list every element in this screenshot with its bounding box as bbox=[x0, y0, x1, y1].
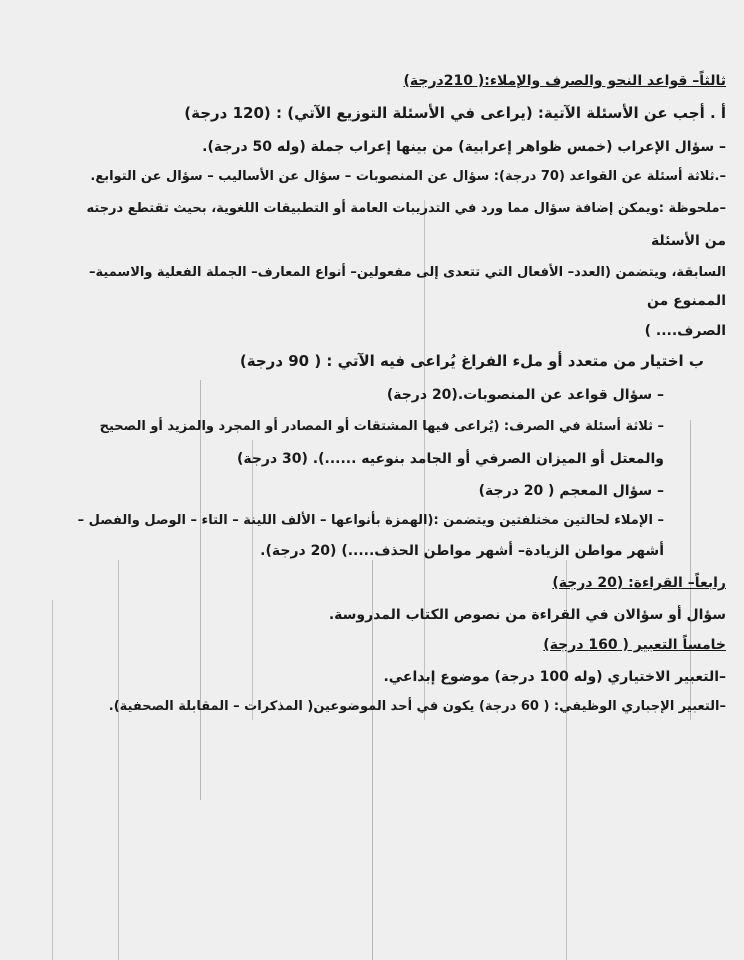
note-line-continued: من الأسئلة bbox=[650, 233, 726, 249]
item-lexicon: – سؤال المعجم ( 20 درجة) bbox=[478, 483, 664, 499]
note-topics-end: الصرف.... ) bbox=[644, 323, 726, 339]
item-reading: سؤال أو سؤالان في القراءة من نصوص الكتاب المدروسة. bbox=[328, 607, 726, 623]
note-topics-continued: الممنوع من bbox=[646, 293, 726, 309]
item-spelling: – الإملاء لحالتين مختلفتين ويتضمن :(الهمزة بأنواعها – الألف اللينة – التاء – الوصل والفصل – bbox=[77, 513, 664, 528]
section-heading-writing: خامساً التعبير ( 160 درجة) bbox=[543, 637, 726, 653]
subsection-b-heading: ب اختيار من متعدد أو ملء الفراغ يُراعى فيه الآتي : ( 90 درجة) bbox=[239, 352, 704, 370]
item-functional-writing: –التعبير الإجباري الوظيفي: ( 60 درجة) يكون في أحد الموضوعين( المذكرات – المقابلة الصحفية). bbox=[108, 699, 726, 714]
subsection-a-heading: أ . أجب عن الأسئلة الآتية: (يراعى في الأسئلة التوزيع الآتي) : (120 درجة) bbox=[184, 104, 726, 122]
item-morphology: – ثلاثة أسئلة في الصرف: (يُراعى فيها المشتقات أو المصادر أو المجرد والمزيد أو الصحيح bbox=[99, 419, 664, 434]
scan-streak bbox=[52, 600, 53, 960]
item-optional-writing: –التعبير الاختياري (وله 100 درجة) موضوع إبداعي. bbox=[383, 669, 726, 685]
note-line: –ملحوظة :ويمكن إضافة سؤال مما ورد في التدريبات العامة أو التطبيقات اللغوية، بحيث تقتطع درجته bbox=[86, 201, 726, 216]
item-grammar-questions: –.ثلاثة أسئلة عن القواعد (70 درجة): سؤال عن المنصوبات – سؤال عن الأساليب – سؤال عن التوابع. bbox=[90, 169, 726, 184]
section-heading-reading: رابعاً– القراءة: (20 درجة) bbox=[552, 575, 726, 591]
item-accusatives: – سؤال قواعد عن المنصوبات.(20 درجة) bbox=[386, 387, 664, 403]
section-heading-grammar: ثالثاً– قواعد النحو والصرف والإملاء:( 210درجة) bbox=[403, 73, 726, 89]
note-topics-line: السابقة، ويتضمن (العدد– الأفعال التي تتعدى إلى مفعولين– أنواع المعارف– الجملة الفعلية والاسمية– bbox=[89, 265, 726, 280]
item-parsing: – سؤال الإعراب (خمس ظواهر إعرابية) من بينها إعراب جملة (وله 50 درجة). bbox=[202, 139, 726, 155]
item-morphology-continued: والمعتل أو الميزان الصرفي أو الجامد بنوعيه ......). (30 درجة) bbox=[236, 451, 664, 467]
item-spelling-continued: أشهر مواطن الزيادة– أشهر مواطن الحذف.....) (20 درجة). bbox=[260, 543, 664, 559]
